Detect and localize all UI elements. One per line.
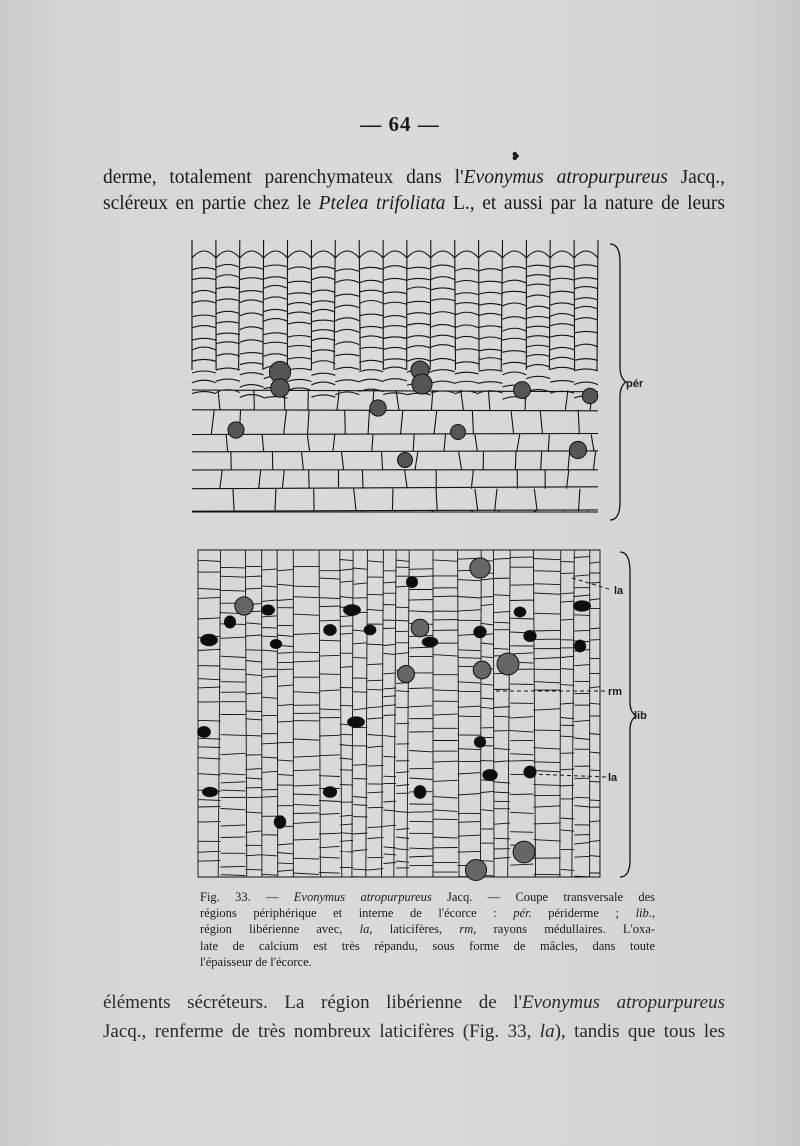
label-lib: lib	[634, 710, 647, 722]
text-run: ,	[651, 906, 656, 921]
bottom-paragraph-line-2	[103, 1017, 725, 1046]
figure-number: Fig. 33.	[200, 890, 251, 904]
top-paragraph	[103, 165, 725, 217]
text-run: —	[250, 890, 294, 904]
cell-section-drawing	[180, 232, 670, 882]
text-run: Jacq.,	[667, 167, 725, 188]
text-run: ), tandis que tous les	[554, 1021, 725, 1042]
bottom-paragraph-line-1	[103, 988, 725, 1017]
abbrev: la,	[359, 922, 373, 937]
abbrev: lib.	[635, 906, 652, 921]
caption-line-5: l'épaisseur de l'écorce.	[200, 954, 312, 969]
abbrev: pér.	[513, 906, 532, 921]
top-paragraph-line-1	[103, 165, 725, 191]
liber-panel	[197, 550, 636, 881]
caption-line-4: late de calcium est très répandu, sous forme de mâcles, dans toute	[200, 938, 655, 953]
caption-line-2	[200, 905, 655, 921]
text-run: éléments sécréteurs. La région libérienne de l'	[103, 992, 522, 1013]
species-name: Ptelea trifoliata	[318, 193, 446, 214]
abbrev: la	[539, 1021, 555, 1042]
text-run: L., et aussi par la nature de leurs	[445, 193, 725, 214]
text-run: Jacq., renferme de très nombreux laticifères (Fig. 33,	[103, 1021, 540, 1042]
periderm-panel	[192, 240, 626, 520]
text-run: scléreux en partie chez le	[103, 193, 319, 214]
page-number: — 64 —	[360, 112, 440, 136]
text-run: laticifères,	[372, 922, 460, 937]
species-name: Evonymus atropurpureus	[463, 167, 668, 188]
label-per: pér	[626, 378, 644, 390]
top-paragraph-line-2	[103, 191, 725, 217]
species-name: Evonymus atropurpureus	[521, 992, 725, 1013]
text-run: périderme ;	[531, 906, 636, 921]
figure-caption	[200, 889, 655, 970]
text-run: derme, totalement parenchymateux dans l'	[103, 167, 464, 188]
bottom-paragraph	[103, 988, 725, 1046]
caption-line-1	[200, 889, 655, 905]
figure-33	[180, 232, 670, 882]
text-run: rayons médullaires. L'oxa-	[476, 922, 655, 937]
label-la-bottom: la	[608, 772, 618, 784]
text-run: régions périphérique et interne de l'écorce :	[200, 906, 514, 921]
text-run: région libérienne avec,	[200, 922, 360, 937]
annotation-lines	[496, 578, 612, 777]
label-rm: rm	[608, 686, 623, 698]
ink-mark: ❥	[511, 151, 521, 163]
caption-line-3	[200, 921, 655, 937]
abbrev: rm,	[459, 922, 477, 937]
text-run: Jacq. — Coupe transversale des	[431, 890, 656, 904]
species-name: Evonymus atropurpureus	[293, 890, 432, 904]
label-la-top: la	[614, 585, 624, 597]
